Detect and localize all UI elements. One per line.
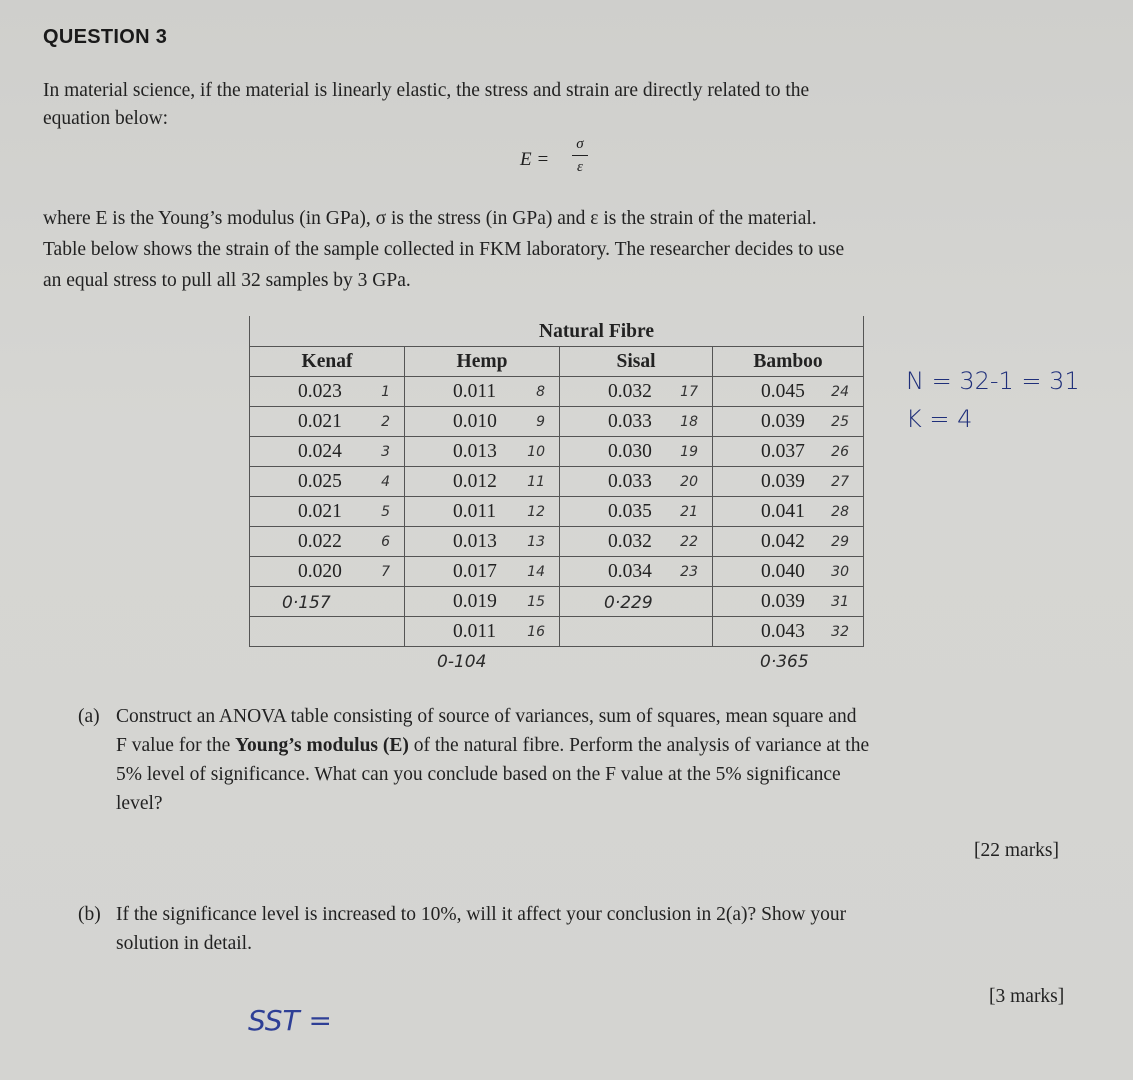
side-note-n: N = 32-1 = 31 — [906, 367, 1080, 395]
table-cell-sisal — [560, 617, 713, 647]
handwritten-sample-number: 3 — [381, 444, 390, 460]
natural-fibre-header: Natural Fibre — [250, 316, 864, 347]
part-a-line-1: Construct an ANOVA table consisting of source of variances, sum of squares, mean square and — [116, 706, 857, 727]
handwritten-sample-number: 23 — [680, 564, 698, 580]
strain-data-table — [249, 316, 864, 647]
handwritten-sum-hemp: 0-104 — [437, 652, 487, 672]
handwritten-sample-number: 21 — [680, 504, 698, 520]
strain-value: 0.017 — [453, 561, 497, 582]
column-header-sisal: Sisal — [560, 347, 713, 377]
part-b-label: (b) — [78, 904, 101, 925]
part-b-line-2: solution in detail. — [116, 933, 252, 954]
part-a-line-3: 5% level of significance. What can you conclude based on the F value at the 5% significance — [116, 764, 841, 785]
cell-content — [560, 407, 712, 436]
description-paragraph — [43, 203, 1093, 296]
strain-value: 0.012 — [453, 471, 497, 492]
handwritten-sample-number: 9 — [536, 414, 545, 430]
cell-content — [250, 437, 404, 466]
strain-value: 0.010 — [453, 411, 497, 432]
strain-value: 0.025 — [298, 471, 342, 492]
handwritten-sample-number: 7 — [381, 564, 390, 580]
cell-content — [560, 527, 712, 556]
table-cell-kenaf — [250, 527, 405, 557]
strain-value: 0.013 — [453, 531, 497, 552]
intro-paragraph — [43, 75, 1023, 134]
table-row — [250, 407, 864, 437]
fraction-bar — [572, 155, 588, 156]
table-cell-kenaf — [250, 407, 405, 437]
cell-content — [560, 377, 712, 406]
side-note-k: K = 4 — [906, 405, 973, 433]
cell-content — [250, 557, 404, 586]
strain-value: 0.019 — [453, 591, 497, 612]
strain-value: 0.013 — [453, 441, 497, 462]
cell-content — [713, 617, 863, 646]
table-row — [250, 497, 864, 527]
table-cell-sisal — [560, 497, 713, 527]
handwritten-sum-bamboo: 0·365 — [760, 652, 809, 672]
table-cell-sisal — [560, 527, 713, 557]
handwritten-sample-number: 2 — [381, 414, 390, 430]
handwritten-sample-number: 16 — [527, 624, 545, 640]
handwritten-sample-number: 15 — [527, 594, 545, 610]
handwritten-sst: SST = — [248, 1004, 333, 1037]
part-b-question — [78, 900, 1098, 964]
handwritten-sample-number: 20 — [680, 474, 698, 490]
strain-value: 0.030 — [608, 441, 652, 462]
table-cell-hemp — [405, 557, 560, 587]
table-cell-bamboo — [713, 587, 864, 617]
handwritten-sample-number: 26 — [831, 444, 849, 460]
strain-value: 0.032 — [608, 381, 652, 402]
cell-content — [250, 377, 404, 406]
cell-content — [405, 617, 559, 646]
table-cell-kenaf — [250, 557, 405, 587]
table-cell-kenaf — [250, 437, 405, 467]
cell-content — [713, 407, 863, 436]
handwritten-sample-number: 31 — [831, 594, 849, 610]
intro-line-2: equation below: — [43, 108, 169, 129]
cell-content — [405, 587, 559, 616]
cell-content — [250, 407, 404, 436]
question-title: QUESTION 3 — [43, 26, 168, 48]
handwritten-side-notes — [906, 362, 1080, 438]
equation-denominator: ε — [577, 159, 583, 175]
part-b-line-1: If the significance level is increased to 10%, will it affect your conclusion in 2(a)? Show your — [116, 904, 847, 925]
handwritten-sample-number: 22 — [680, 534, 698, 550]
handwritten-sample-number: 30 — [831, 564, 849, 580]
table-row — [250, 377, 864, 407]
table-cell-kenaf — [250, 497, 405, 527]
handwritten-sample-number: 17 — [680, 384, 698, 400]
handwritten-sample-number: 28 — [831, 504, 849, 520]
table-cell-hemp — [405, 587, 560, 617]
handwritten-sample-number: 5 — [381, 504, 390, 520]
description-line-2: Table below shows the strain of the sample collected in FKM laboratory. The researcher decides to use — [43, 239, 845, 260]
column-header-bamboo: Bamboo — [713, 347, 864, 377]
handwritten-sample-number: 18 — [680, 414, 698, 430]
table-cell-hemp — [405, 437, 560, 467]
cell-content — [250, 467, 404, 496]
cell-content — [560, 617, 712, 646]
strain-value: 0.021 — [298, 411, 342, 432]
table-cell-hemp — [405, 407, 560, 437]
cell-content — [405, 437, 559, 466]
table-cell-bamboo — [713, 617, 864, 647]
table-column-header-row — [250, 347, 864, 377]
handwritten-sum-sisal: 0·229 — [604, 593, 653, 613]
handwritten-sample-number: 24 — [831, 384, 849, 400]
handwritten-sample-number: 29 — [831, 534, 849, 550]
handwritten-sample-number: 1 — [381, 384, 390, 400]
table-body — [250, 377, 864, 647]
strain-value: 0.039 — [761, 591, 805, 612]
equation-numerator: σ — [576, 136, 584, 152]
table-cell-sisal — [560, 407, 713, 437]
part-b-text — [116, 900, 846, 958]
cell-content — [713, 557, 863, 586]
cell-content — [713, 437, 863, 466]
strain-value: 0.011 — [453, 381, 497, 402]
strain-value: 0.022 — [298, 531, 342, 552]
part-a-label: (a) — [78, 706, 100, 727]
table-cell-hemp — [405, 377, 560, 407]
strain-value: 0.039 — [761, 471, 805, 492]
column-header-hemp: Hemp — [405, 347, 560, 377]
strain-value: 0.043 — [761, 621, 805, 642]
equation-fraction — [572, 135, 588, 176]
strain-value: 0.039 — [761, 411, 805, 432]
handwritten-sample-number: 12 — [527, 504, 545, 520]
cell-content — [250, 617, 404, 646]
table-cell-bamboo — [713, 497, 864, 527]
cell-content — [560, 467, 712, 496]
table-cell-hemp — [405, 467, 560, 497]
table-row — [250, 527, 864, 557]
part-a-youngs-modulus: Young’s modulus (E) — [235, 735, 409, 756]
strain-value: 0.032 — [608, 531, 652, 552]
part-a-line-2 — [116, 731, 869, 760]
equation-lhs: E = — [520, 149, 550, 170]
cell-content — [713, 587, 863, 616]
column-header-kenaf: Kenaf — [250, 347, 405, 377]
table-cell-hemp — [405, 617, 560, 647]
cell-content — [405, 497, 559, 526]
strain-value: 0.024 — [298, 441, 342, 462]
strain-value: 0.037 — [761, 441, 805, 462]
table-group-header-row — [250, 316, 864, 347]
part-a-question — [78, 702, 1098, 822]
cell-content — [713, 377, 863, 406]
strain-value: 0.011 — [453, 621, 497, 642]
table-cell-bamboo — [713, 407, 864, 437]
table-cell-sisal — [560, 377, 713, 407]
handwritten-sample-number: 27 — [831, 474, 849, 490]
table-row — [250, 467, 864, 497]
cell-content — [713, 527, 863, 556]
part-a-line-4: level? — [116, 793, 163, 814]
cell-content — [560, 557, 712, 586]
strain-value: 0.011 — [453, 501, 497, 522]
table-cell-sisal — [560, 467, 713, 497]
table-cell-bamboo — [713, 527, 864, 557]
table-row — [250, 437, 864, 467]
strain-value: 0.045 — [761, 381, 805, 402]
table-cell-hemp — [405, 527, 560, 557]
cell-content — [405, 377, 559, 406]
handwritten-sample-number: 11 — [527, 474, 545, 490]
handwritten-sum-kenaf: 0·157 — [282, 593, 331, 613]
table-row — [250, 617, 864, 647]
table-row — [250, 587, 864, 617]
intro-line-1: In material science, if the material is linearly elastic, the stress and strain are directly related to the — [43, 80, 810, 101]
handwritten-sample-number: 6 — [381, 534, 390, 550]
handwritten-sample-number: 10 — [527, 444, 545, 460]
handwritten-sample-number: 32 — [831, 624, 849, 640]
part-a-line-2-start: F value for the — [116, 735, 236, 756]
part-b-marks: [3 marks] — [989, 986, 1065, 1007]
cell-content — [405, 467, 559, 496]
table-cell-sisal — [560, 557, 713, 587]
table-cell-sisal — [560, 437, 713, 467]
table-cell-bamboo — [713, 557, 864, 587]
strain-value: 0.040 — [761, 561, 805, 582]
cell-content — [250, 497, 404, 526]
description-line-3: an equal stress to pull all 32 samples by 3 GPa. — [43, 270, 411, 291]
strain-value: 0.023 — [298, 381, 342, 402]
handwritten-sample-number: 25 — [831, 414, 849, 430]
strain-value: 0.034 — [608, 561, 652, 582]
cell-content — [713, 467, 863, 496]
table-cell-kenaf — [250, 377, 405, 407]
handwritten-sample-number: 4 — [381, 474, 390, 490]
part-a-marks: [22 marks] — [974, 840, 1060, 861]
table-row — [250, 557, 864, 587]
handwritten-sample-number: 14 — [527, 564, 545, 580]
handwritten-sample-number: 19 — [680, 444, 698, 460]
strain-value: 0.035 — [608, 501, 652, 522]
table-cell-kenaf — [250, 467, 405, 497]
strain-value: 0.020 — [298, 561, 342, 582]
cell-content — [713, 497, 863, 526]
cell-content — [250, 527, 404, 556]
cell-content — [560, 497, 712, 526]
description-line-1: where E is the Young’s modulus (in GPa), σ is the stress (in GPa) and ε is the strain of the material. — [43, 208, 817, 229]
strain-value: 0.041 — [761, 501, 805, 522]
cell-content — [405, 407, 559, 436]
handwritten-sample-number: 13 — [527, 534, 545, 550]
strain-value: 0.021 — [298, 501, 342, 522]
cell-content — [405, 557, 559, 586]
table-cell-bamboo — [713, 437, 864, 467]
table-cell-bamboo — [713, 467, 864, 497]
strain-value: 0.033 — [608, 411, 652, 432]
cell-content — [560, 437, 712, 466]
table-cell-bamboo — [713, 377, 864, 407]
table-cell-kenaf — [250, 617, 405, 647]
table-cell-hemp — [405, 497, 560, 527]
cell-content — [405, 527, 559, 556]
strain-value: 0.033 — [608, 471, 652, 492]
part-a-text — [116, 702, 869, 818]
handwritten-sample-number: 8 — [536, 384, 545, 400]
strain-value: 0.042 — [761, 531, 805, 552]
part-a-line-2-end: of the natural fibre. Perform the analysis of variance at the — [408, 735, 870, 756]
